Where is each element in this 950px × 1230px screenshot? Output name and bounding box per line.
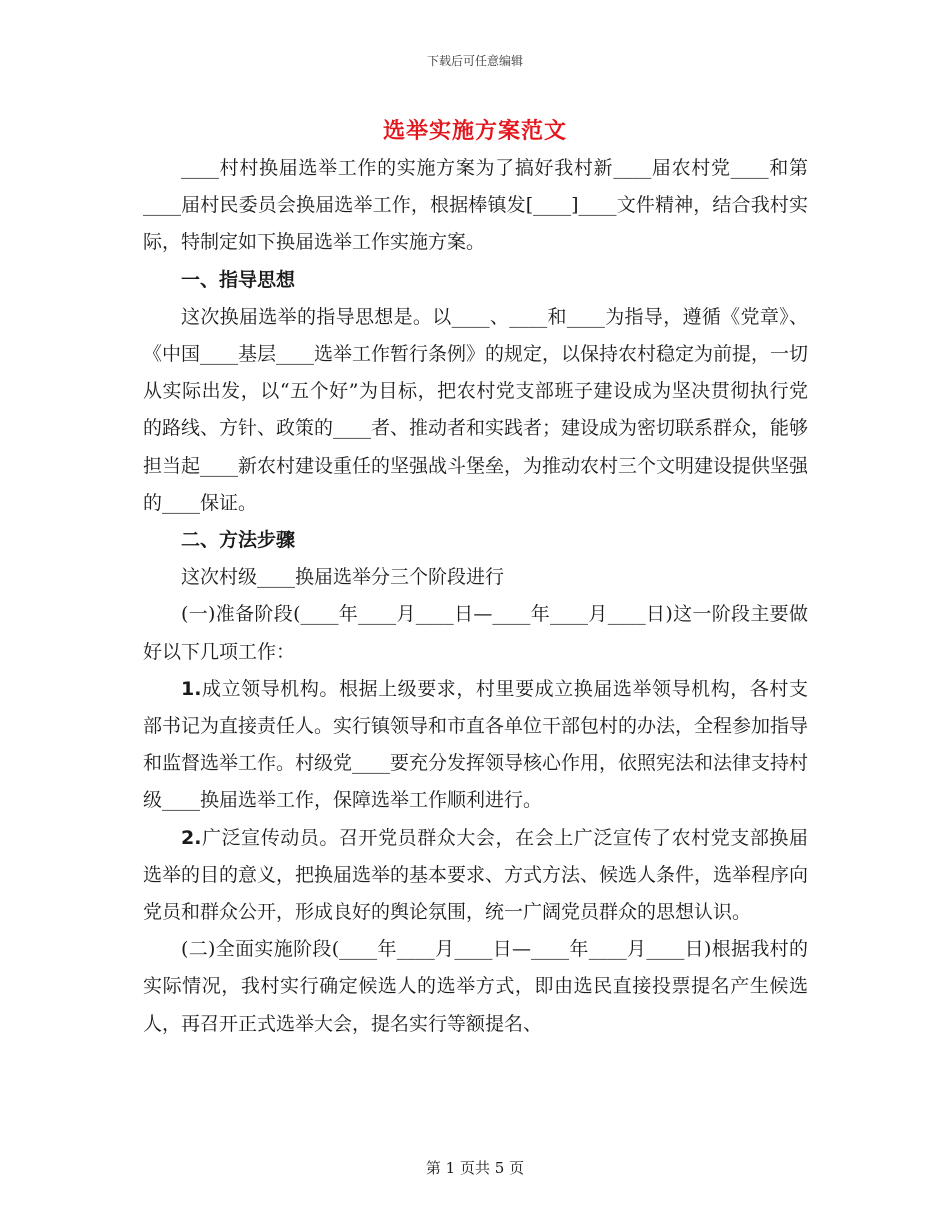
document-title: 选举实施方案范文	[382, 119, 567, 144]
document-body	[143, 150, 808, 1043]
list-item-text: 成立领导机构。根据上级要求，村里要成立换届选举领导机构，各村支部书记为直接责任人。实行镇领导和市直各单位干部包村的办法，全程参加指导和监督选举工作。村级党____要充分发挥领导核心作用，依照宪法和法律支持村级____换届选举工作，保障选举工作顺利进行。	[143, 677, 809, 812]
guiding-thought-paragraph: 这次换届选举的指导思想是。以____、____和____为指导，遵循《党章》、《中国____基层____选举工作暂行条例》的规定，以保持农村稳定为前提，一切从实际出发，以“五个好”为目标，把农村党支部班子建设成为坚决贯彻执行党的路线、方针、政策的____者、推动者和实践者；建设成为密切联系群众，能够担当起____新农村建设重任的坚强战斗堡垒，为推动农村三个文明建设提供坚强的____保证。	[143, 305, 809, 514]
section-heading-method-steps: 二、方法步骤	[181, 529, 296, 552]
list-item-text: 广泛宣传动员。召开党员群众大会，在会上广泛宣传了农村党支部换届选举的目的意义，把换届选举的基本要求、方式方法、候选人条件，选举程序向党员和群众公开，形成良好的舆论氛围，统一广阔党员群众的思想认识。	[143, 826, 809, 924]
section-heading-guiding-thought: 一、指导思想	[181, 268, 296, 291]
page-footer: 第 1 页共 5 页	[425, 1159, 525, 1177]
stage-one-paragraph: (一)准备阶段(____年____月____日—____年____月____日)这一阶段主要做好以下几项工作：	[143, 603, 808, 663]
method-steps-intro: 这次村级____换届选举分三个阶段进行	[181, 566, 505, 589]
list-item-leadership	[143, 671, 808, 820]
list-item-publicity	[143, 820, 808, 932]
stage-two-paragraph: (二)全面实施阶段(____年____月____日—____年____月____日)根据我村的实际情况，我村实行确定候选人的选举方式，即由选民直接投票提名产生候选人，再召开正式选举大会，提名实行等额提名、	[143, 938, 808, 1035]
header-note: 下载后可任意编辑	[426, 54, 523, 68]
list-number: 2.	[181, 826, 202, 849]
intro-paragraph: ____村村换届选举工作的实施方案为了搞好我村新____届农村党____和第____届村民委员会换届选举工作，根据棒镇发[____]____文件精神，结合我村实际，特制定如下换届选举工作实施方案。	[143, 157, 808, 254]
list-number: 1.	[181, 677, 202, 700]
